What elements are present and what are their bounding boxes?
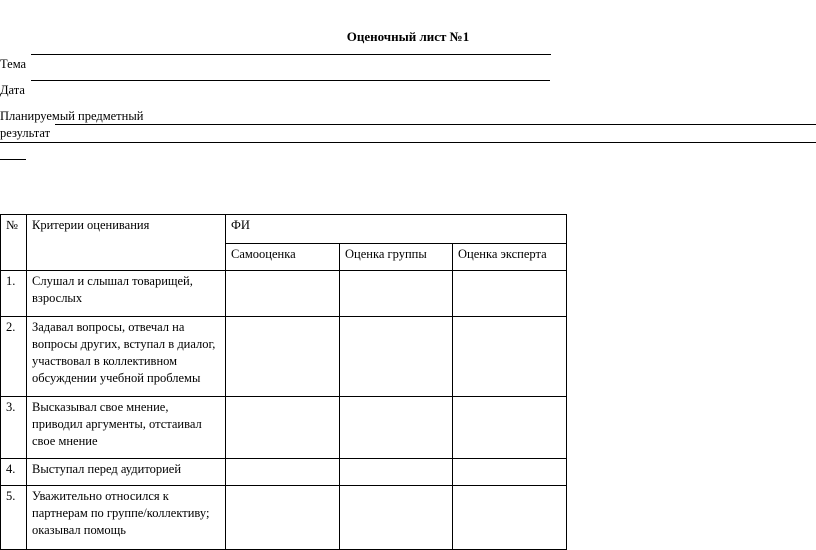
row-criterion: Задавал вопросы, отвечал на вопросы других, вступал в диалог, участвовал в коллективном обсуждении учебной проблемы [27,317,226,397]
header-group-assessment: Оценка группы [340,244,453,271]
row-number: 3. [1,397,27,459]
result-underline-3 [0,159,26,160]
result-label-line1: Планируемый предметный [0,109,144,123]
page-title: Оценочный лист №1 [346,29,470,44]
row-criterion: Слушал и слышал товарищей, взрослых [27,271,226,317]
result-underline-1 [55,124,816,125]
header-num: № [1,215,27,271]
self-score-cell [226,459,340,486]
expert-score-cell [453,271,567,317]
table-row [1,486,567,550]
row-number: 1. [1,271,27,317]
row-number: 2. [1,317,27,397]
row-criterion: Уважительно относился к партнерам по группе/коллективу; оказывал помощь [27,486,226,550]
self-score-cell [226,397,340,459]
date-label: Дата [0,83,25,97]
table-row [1,459,567,486]
header-self-assessment: Самооценка [226,244,340,271]
table-row [1,397,567,459]
group-score-cell [340,397,453,459]
evaluation-table [0,214,567,550]
topic-label: Тема [0,57,27,71]
expert-score-cell [453,397,567,459]
topic-underline [31,54,551,55]
group-score-cell [340,271,453,317]
self-score-cell [226,486,340,550]
group-score-cell [340,486,453,550]
self-score-cell [226,317,340,397]
header-criteria: Критерии оценивания [27,215,226,271]
expert-score-cell [453,459,567,486]
header-name: ФИ [226,215,567,244]
expert-score-cell [453,486,567,550]
header-expert-assessment: Оценка эксперта [453,244,567,271]
group-score-cell [340,459,453,486]
date-underline [31,80,550,81]
row-criterion: Высказывал свое мнение, приводил аргументы, отстаивал свое мнение [27,397,226,459]
result-label-line2: результат [0,126,51,140]
self-score-cell [226,271,340,317]
table-row [1,317,567,397]
row-number: 4. [1,459,27,486]
result-underline-2 [0,142,816,143]
expert-score-cell [453,317,567,397]
group-score-cell [340,317,453,397]
table-row [1,271,567,317]
row-number: 5. [1,486,27,550]
row-criterion: Выступал перед аудиторией [27,459,226,486]
